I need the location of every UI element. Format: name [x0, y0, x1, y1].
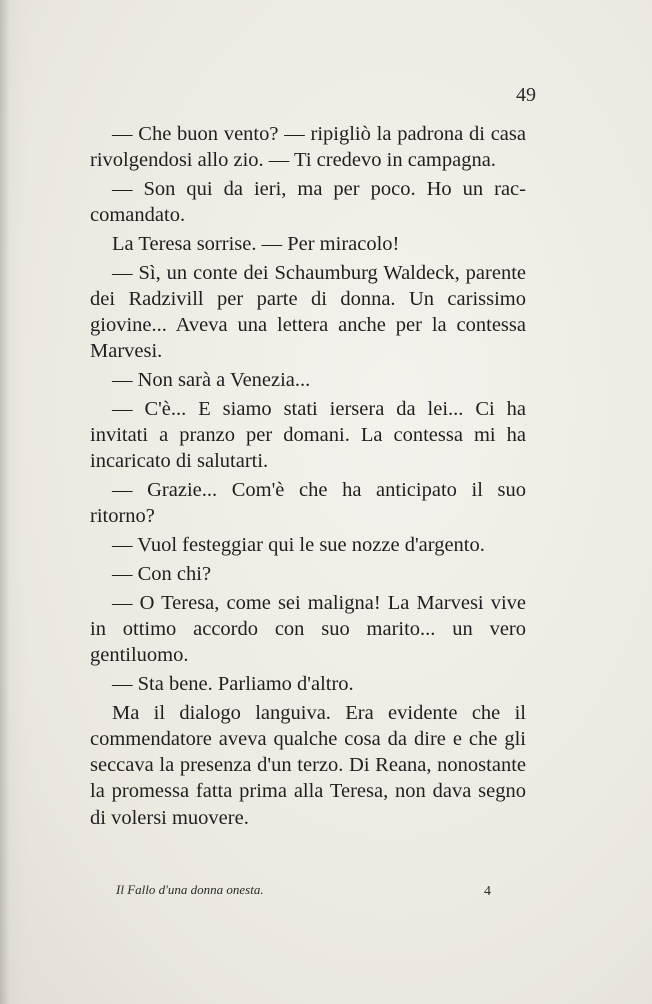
paragraph: — Con chi?: [112, 563, 212, 585]
paragraph: — C'è... E siamo stati iersera da lei... Ci ha invitati a pranzo per domani. La contessa mi ha incaricato di salutarti.: [90, 398, 526, 473]
paragraph: — Son qui da ieri, ma per poco. Ho un raccomandato.: [90, 178, 526, 227]
body-text: [90, 121, 526, 833]
paragraph: La Teresa sorrise. — Per miracolo!: [112, 233, 400, 255]
paragraph: — Sì, un conte dei Schaumburg Waldeck, parente dei Radzivill per parte di donna. Un carissimo giovine... Aveva una lettera anche per la contessa Marvesi.: [90, 261, 526, 363]
paragraph: — Che buon vento? — ripigliò la padrona di casa rivolgendosi allo zio. — Ti credevo in campagna.: [90, 123, 526, 172]
paragraph: Ma il dialogo languiva. Era evidente che il commendatore aveva qualche cosa da dire e che gli seccava la presenza d'un terzo. Di Reana, nonostante la promessa fatta prima alla Teresa, non dava segno di volersi muovere.: [90, 701, 526, 829]
paragraph: — Grazie... Com'è che ha anticipato il suo ritorno?: [90, 479, 526, 528]
paragraph: — Sta bene. Parliamo d'altro.: [112, 673, 354, 695]
footer-book-title: Il Fallo d'una donna onesta.: [116, 882, 264, 897]
paragraph: — Non sarà a Venezia...: [112, 369, 311, 392]
signature-mark: 4: [484, 884, 491, 899]
paragraph: — Vuol festeggiar qui le sue nozze d'argento.: [112, 534, 485, 557]
paragraph: — O Teresa, come sei maligna! La Marvesi vive in ottimo accordo con suo marito... un vero gentiluomo.: [90, 591, 526, 667]
page-number: 49: [516, 84, 536, 106]
